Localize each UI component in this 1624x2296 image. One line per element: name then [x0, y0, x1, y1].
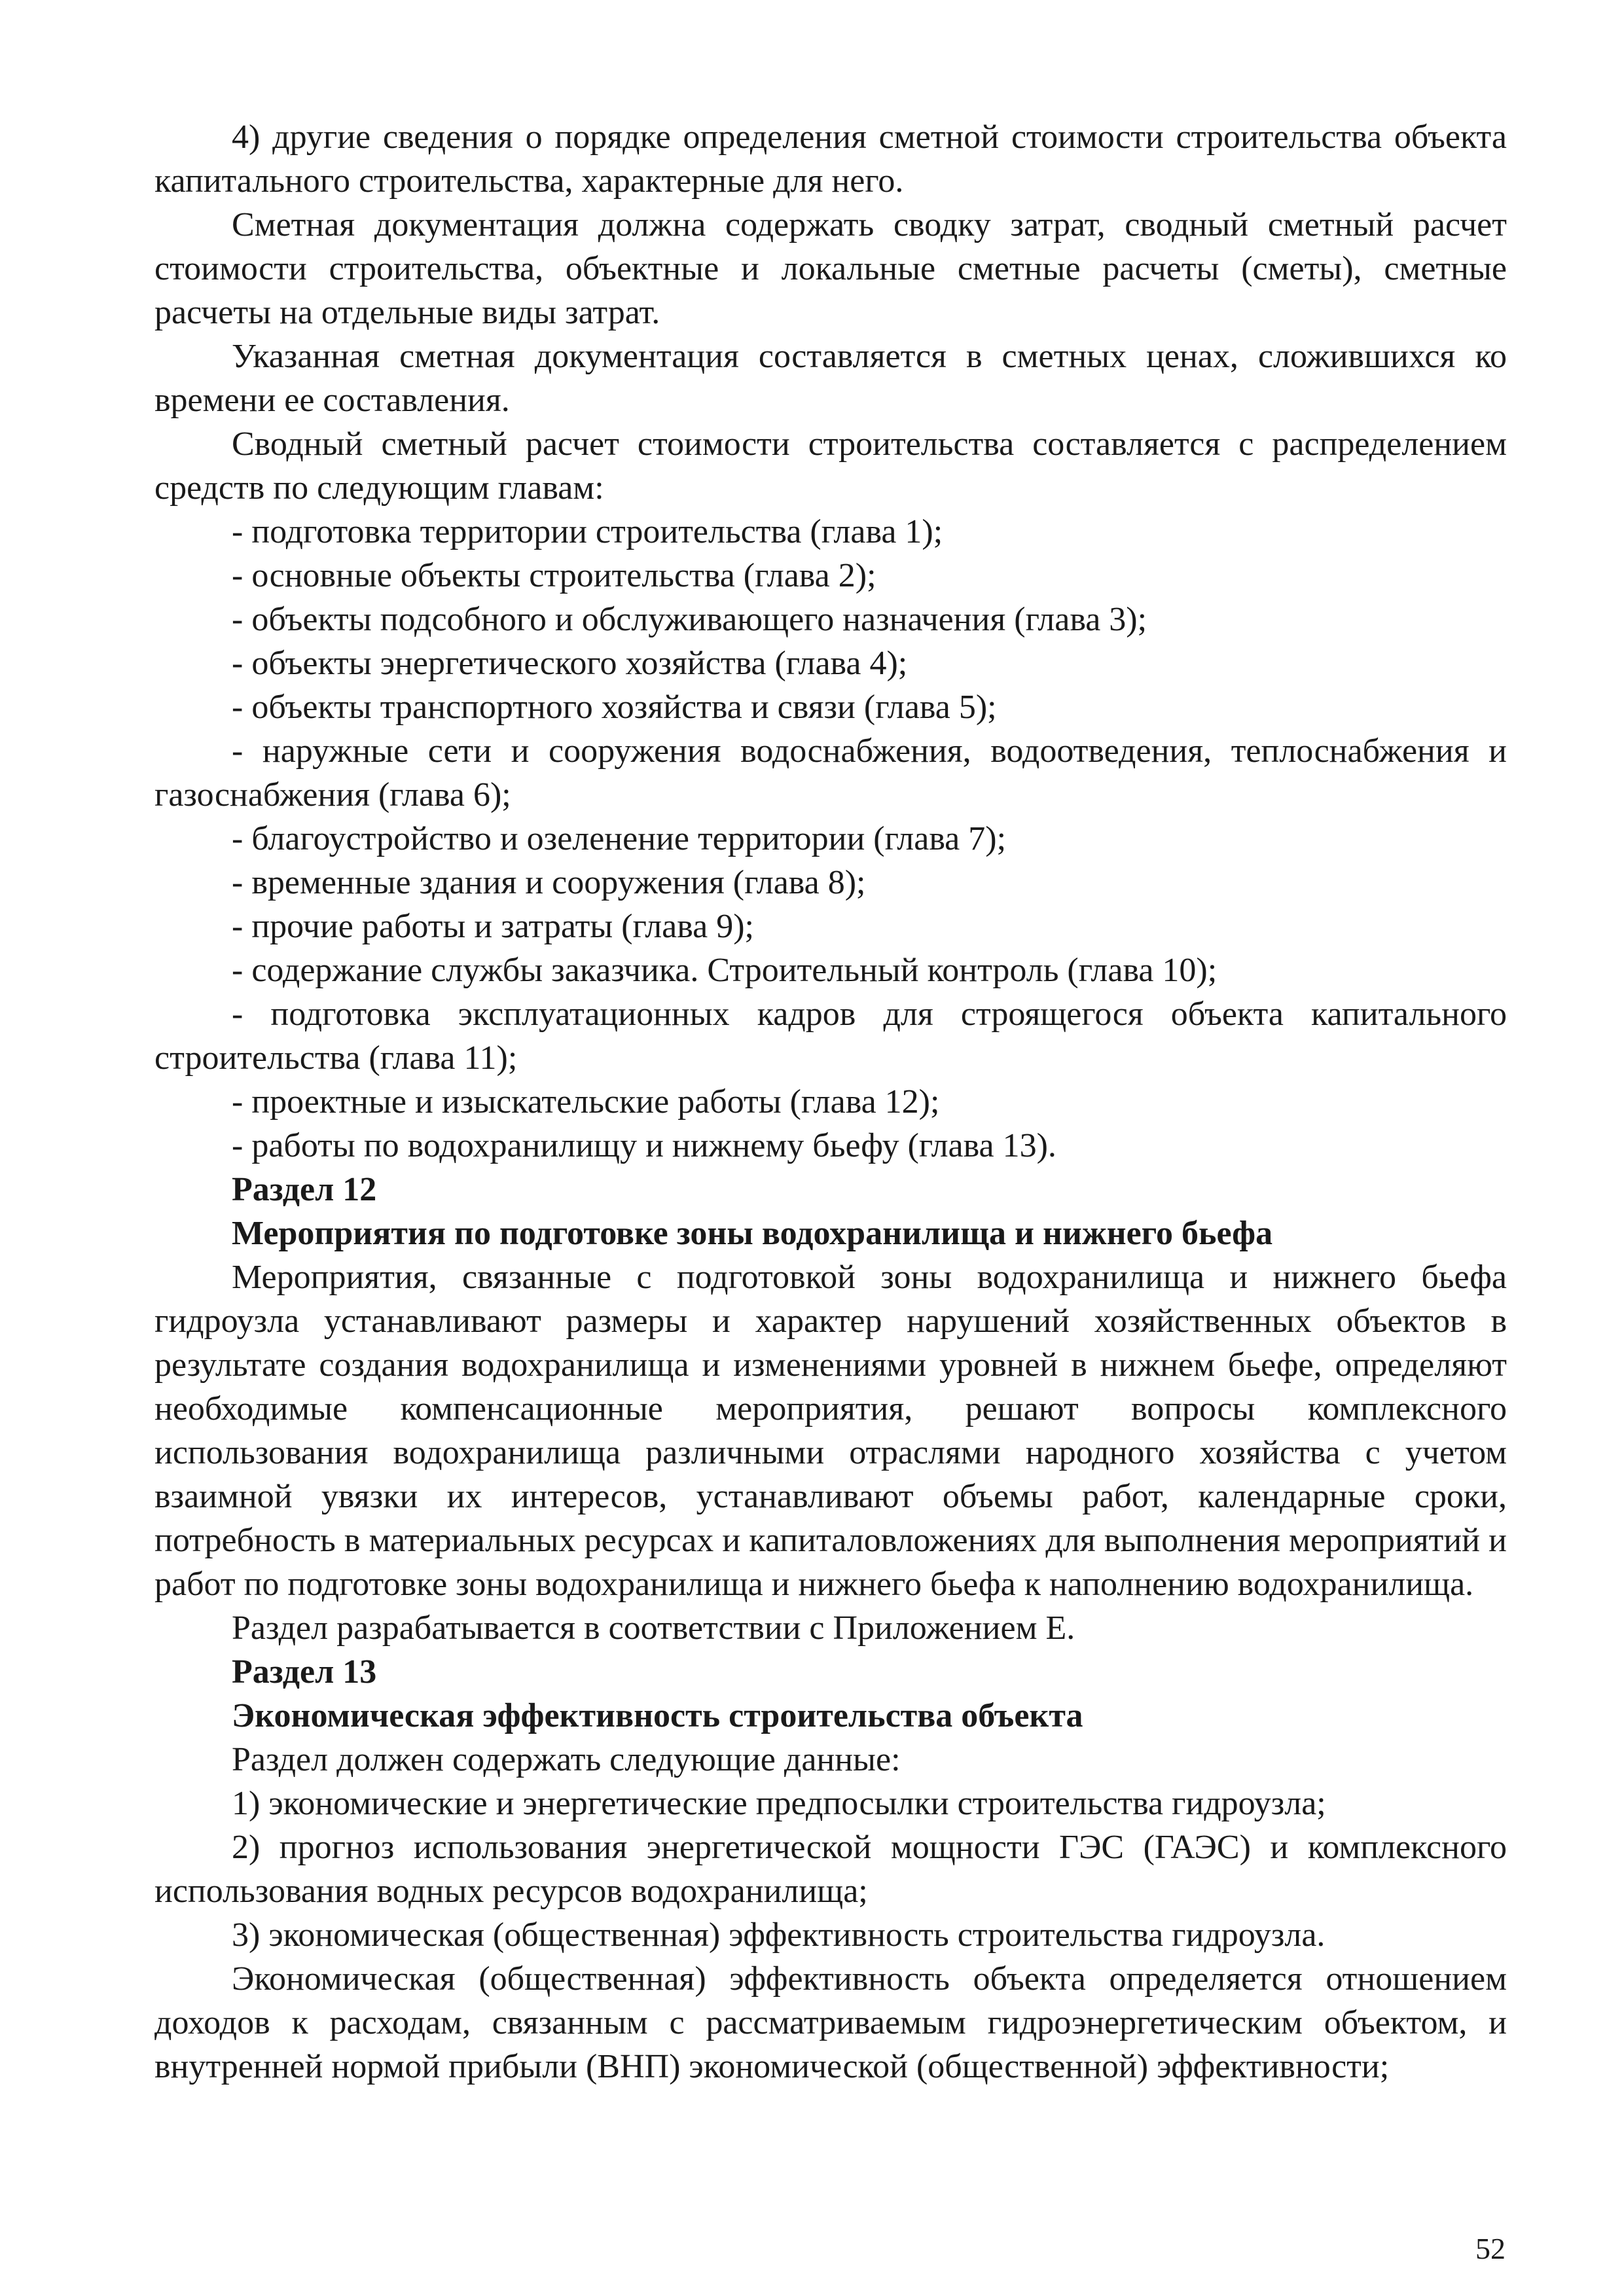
list-item: - подготовка территории строительства (глава 1);: [232, 513, 943, 550]
paragraph-summary-calc: Сводный сметный расчет стоимости строительства составляется с распределением средств по следующим главам:: [154, 425, 1507, 507]
paragraph-estimate-docs: Сметная документация должна содержать сводку затрат, сводный сметный расчет стоимости строительства, объектные и локальные сметные расчеты (сметы), сметные расчеты на отдельные виды затрат.: [154, 206, 1507, 331]
paragraph-estimate-prices: Указанная сметная документация составляется в сметных ценах, сложившихся ко времени ее составления.: [154, 338, 1507, 419]
list-item: - объекты энергетического хозяйства (глава 4);: [232, 645, 908, 682]
section-13-item-3: 3) экономическая (общественная) эффективность строительства гидроузла.: [232, 1916, 1326, 1954]
paragraph-other-info: 4) другие сведения о порядке определения сметной стоимости строительства объекта капитального строительства, характерные для него.: [154, 118, 1507, 200]
list-item: - наружные сети и сооружения водоснабжения, водоотведения, теплоснабжения и газоснабжения (глава 6);: [154, 732, 1507, 814]
list-item: - объекты транспортного хозяйства и связи (глава 5);: [232, 689, 997, 726]
page-content: [154, 115, 1507, 2089]
chapter-list: [154, 510, 1507, 1168]
section-13-title: Экономическая эффективность строительства объекта: [232, 1697, 1083, 1734]
list-item: - временные здания и сооружения (глава 8);: [232, 864, 866, 901]
section-13-label: Раздел 13: [232, 1653, 377, 1691]
list-item: - прочие работы и затраты (глава 9);: [232, 908, 754, 945]
list-item: - основные объекты строительства (глава 2);: [232, 557, 876, 594]
section-13-item-2: 2) прогноз использования энергетической мощности ГЭС (ГАЭС) и комплексного использования водных ресурсов водохранилища;: [154, 1829, 1507, 1910]
section-12-note: Раздел разрабатывается в соответствии с Приложением Е.: [232, 1609, 1075, 1647]
section-12-label: Раздел 12: [232, 1171, 377, 1208]
list-item: - благоустройство и озеленение территории (глава 7);: [232, 820, 1007, 857]
list-item: - подготовка эксплуатационных кадров для строящегося объекта капитального строительства (глава 11);: [154, 996, 1507, 1077]
section-13-intro: Раздел должен содержать следующие данные:: [232, 1741, 901, 1778]
list-item: - проектные и изыскательские работы (глава 12);: [232, 1083, 940, 1121]
list-item: - работы по водохранилищу и нижнему бьефу (глава 13).: [232, 1127, 1056, 1164]
section-12-title: Мероприятия по подготовке зоны водохранилища и нижнего бьефа: [232, 1215, 1273, 1252]
list-item: - содержание службы заказчика. Строительный контроль (глава 10);: [232, 952, 1218, 989]
section-12-body: Мероприятия, связанные с подготовкой зоны водохранилища и нижнего бьефа гидроузла устанавливают размеры и характер нарушений хозяйственных объектов в результате создания водохранилища и изменениями уровней в нижнем бьефе, определяют необходимые компенсационные мероприятия, решают вопросы комплексного использования водохранилища различными отраслями народного хозяйства с учетом взаимной увязки их интересов, устанавливают объемы работ, календарные сроки, потребность в материальных ресурсах и капиталовложениях для выполнения мероприятий и работ по подготовке зоны водохранилища и нижнего бьефа к наполнению водохранилища.: [154, 1259, 1507, 1603]
list-item: - объекты подсобного и обслуживающего назначения (глава 3);: [232, 601, 1147, 638]
page-number: 52: [1475, 2232, 1506, 2265]
section-13-body: Экономическая (общественная) эффективность объекта определяется отношением доходов к расходам, связанным с рассматриваемым гидроэнергетическим объектом, и внутренней нормой прибыли (ВНП) экономической (общественной) эффективности;: [154, 1960, 1507, 2085]
section-13-item-1: 1) экономические и энергетические предпосылки строительства гидроузла;: [232, 1785, 1326, 1822]
